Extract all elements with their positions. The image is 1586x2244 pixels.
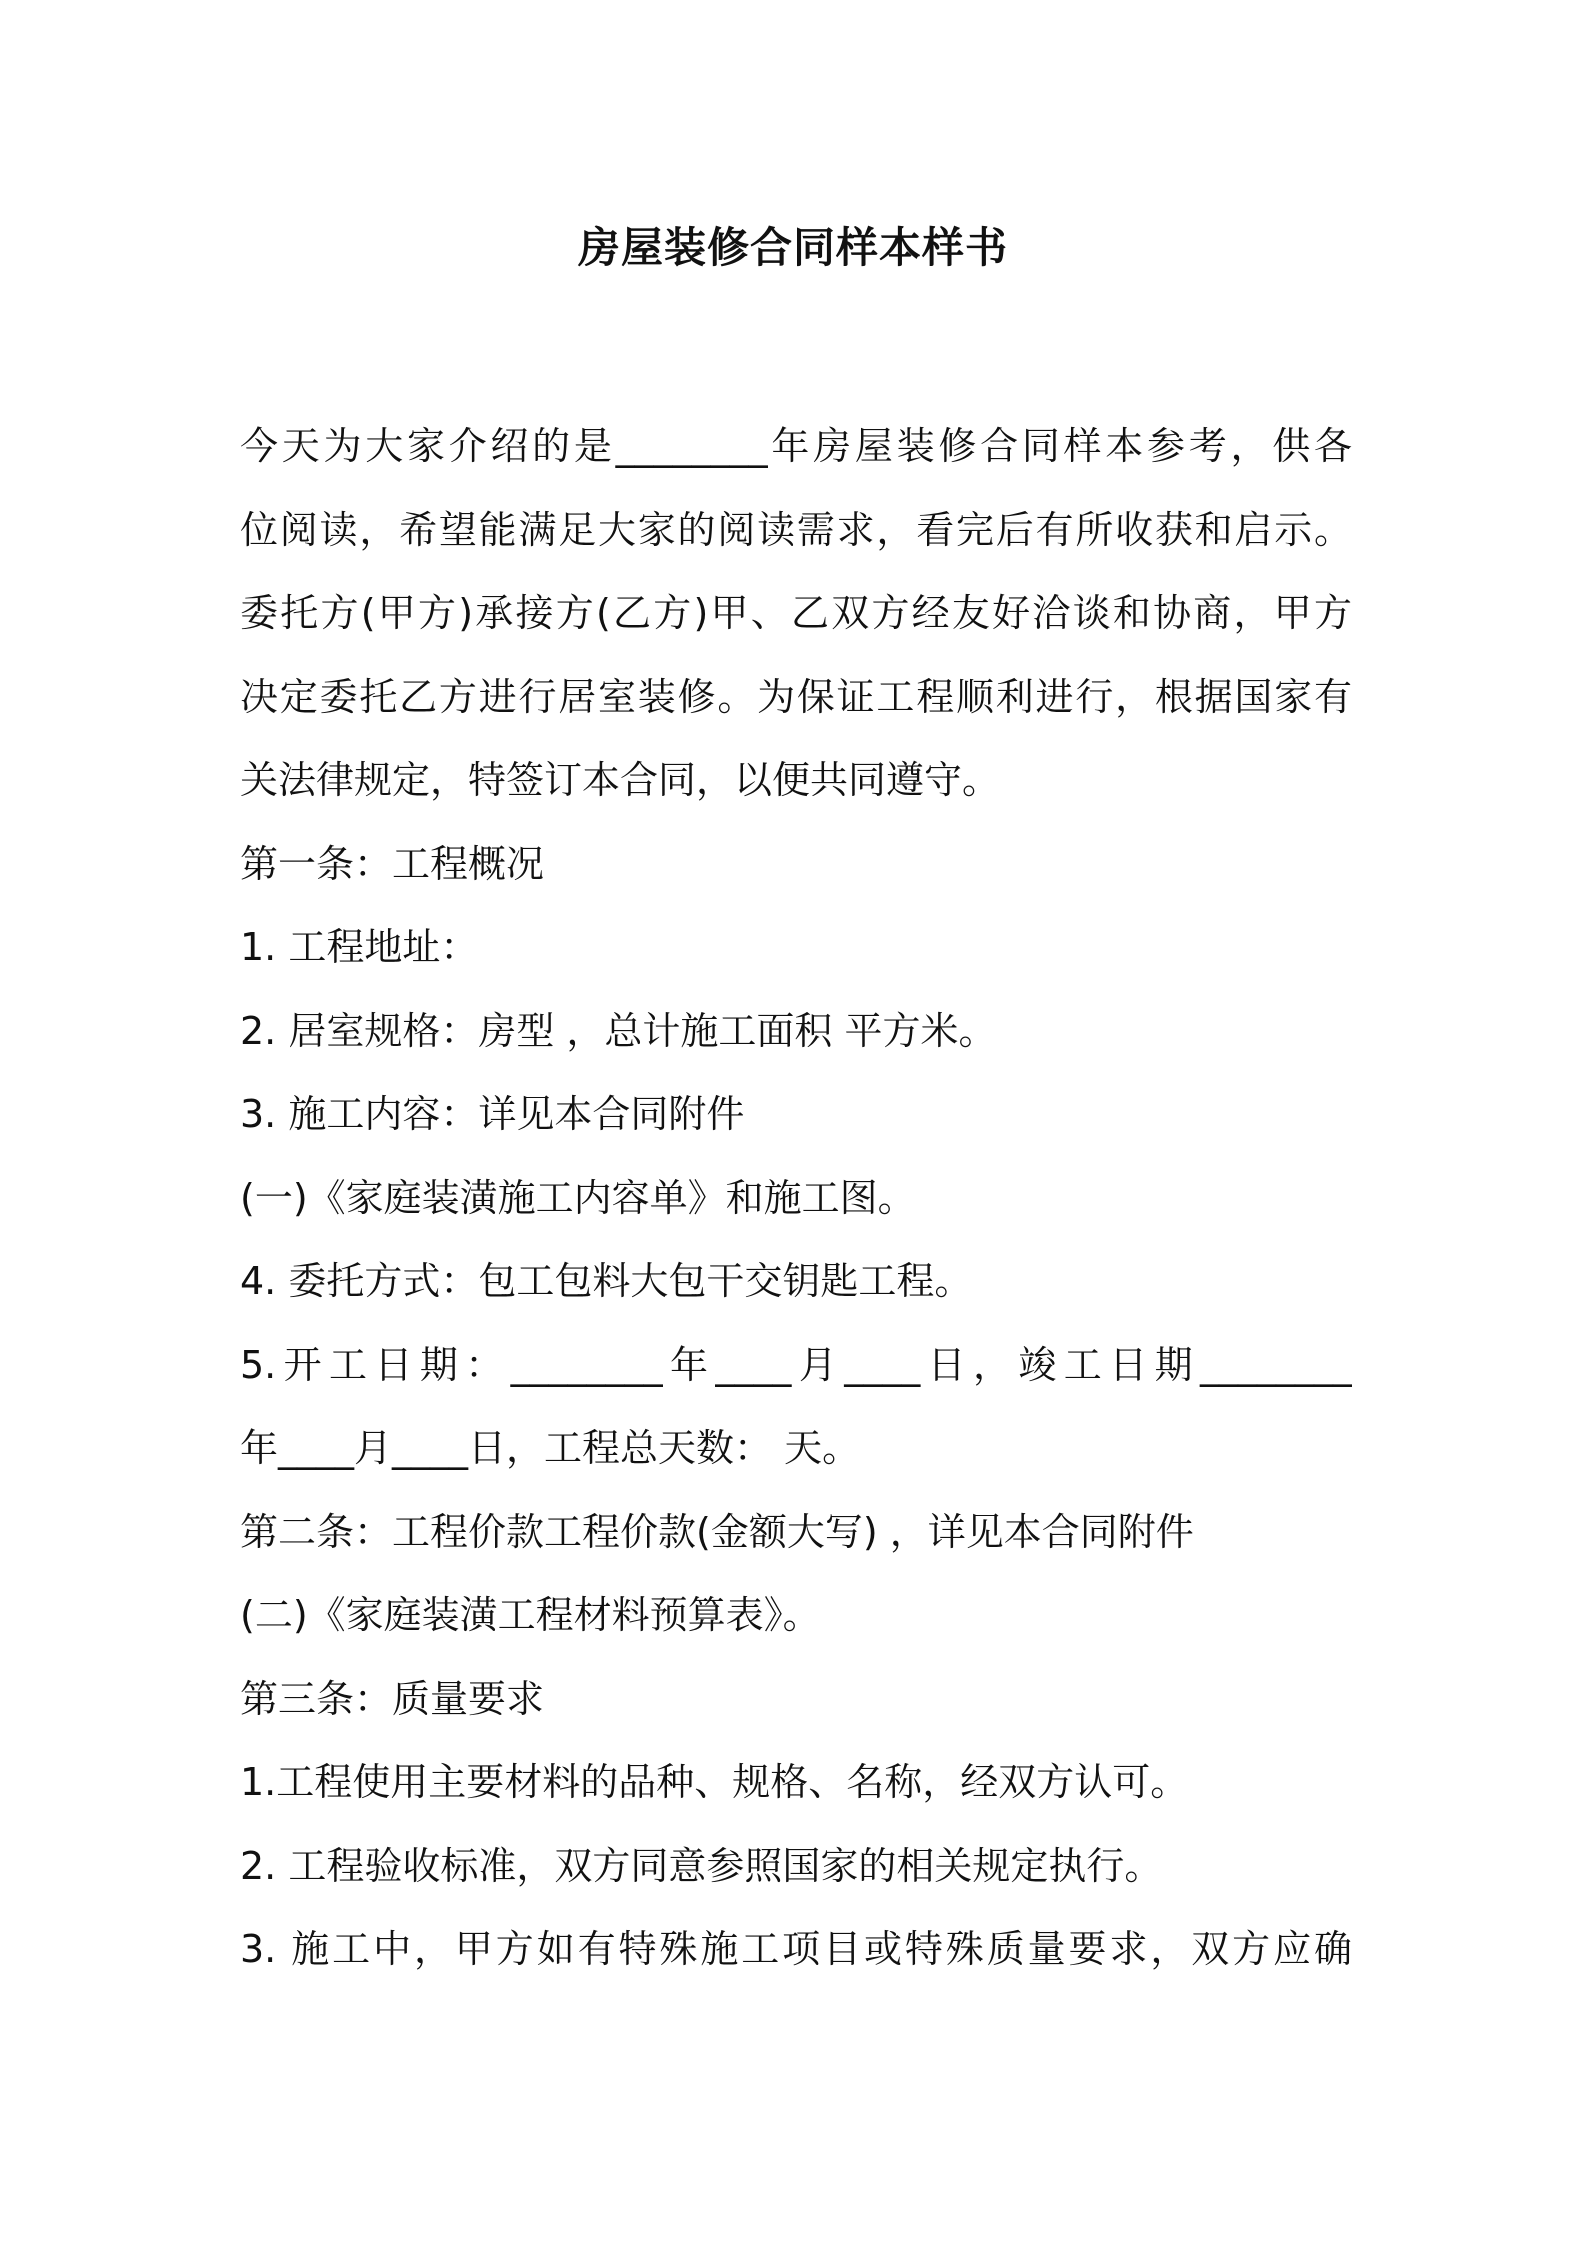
document-title: 房屋装修合同样本样书	[577, 223, 1008, 272]
clause-item: 2. 工程验收标准，双方同意参照国家的相关规定执行。	[240, 1843, 1163, 1888]
clause-item: 年____月____日，工程总天数： 天。	[240, 1426, 861, 1470]
section-heading-1: 第一条：工程概况	[240, 841, 545, 886]
paragraph-line: 委托方(甲方)承接方(乙方)甲、乙双方经友好洽谈和协商，甲方	[240, 591, 1352, 635]
paragraph-line: 关法律规定，特签订本合同，以便共同遵守。	[240, 758, 1001, 802]
clause-item: 5.开工日期：________年____月____日，竣工日期________	[240, 1342, 1352, 1387]
document-body	[240, 405, 1352, 1992]
clause-item: (一)《家庭装潢施工内容单》和施工图。	[240, 1175, 916, 1220]
paragraph-line: 今天为大家介绍的是________年房屋装修合同样本参考，供各	[240, 424, 1352, 468]
paragraph-line: 决定委托乙方进行居室装修。为保证工程顺利进行，根据国家有	[240, 674, 1352, 719]
clause-item: 1.工程使用主要材料的品种、规格、名称，经双方认可。	[240, 1760, 1189, 1804]
clause-item: 2. 居室规格：房型 ，总计施工面积 平方米。	[240, 1008, 997, 1053]
clause-item: 4. 委托方式：包工包料大包干交钥匙工程。	[240, 1259, 973, 1303]
section-heading-2: 第二条：工程价款工程价款(金额大写) ，详见本合同附件	[240, 1509, 1194, 1554]
clause-item: 3. 施工中，甲方如有特殊施工项目或特殊质量要求，双方应确	[240, 1927, 1352, 1971]
clause-item: 3. 施工内容：详见本合同附件	[240, 1092, 745, 1136]
paragraph-line: 位阅读，希望能满足大家的阅读需求，看完后有所收获和启示。	[240, 507, 1352, 552]
clause-item: (二)《家庭装潢工程材料预算表》。	[240, 1593, 821, 1637]
section-heading-3: 第三条：质量要求	[240, 1676, 545, 1721]
clause-item: 1. 工程地址：	[240, 925, 479, 969]
